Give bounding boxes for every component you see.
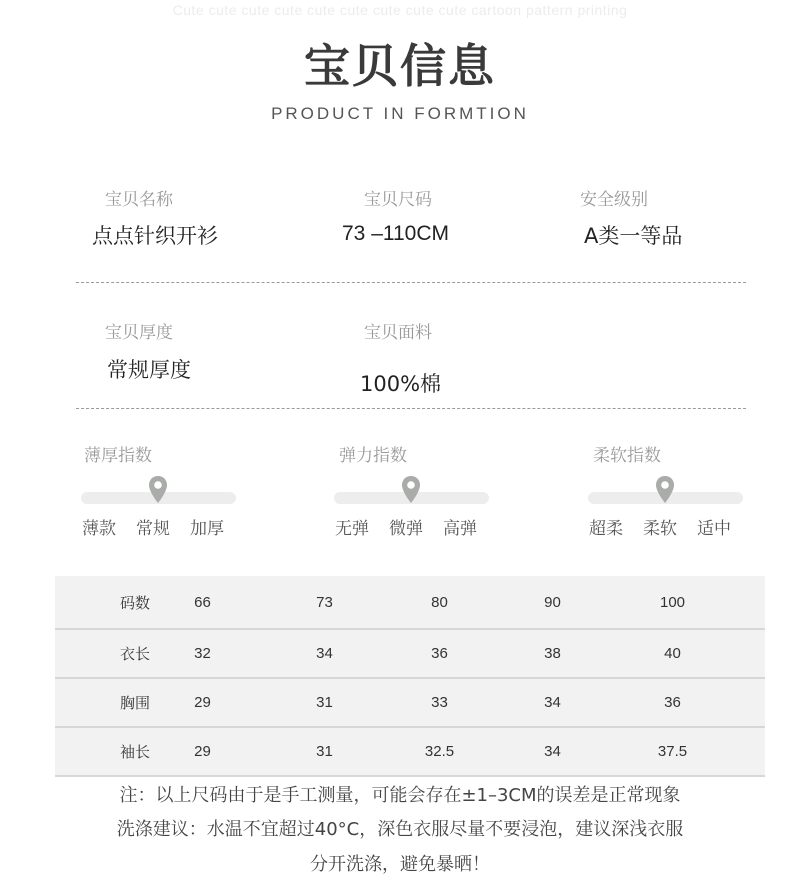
wash-note: 洗涤建议：水温不宜超过40°C，深色衣服尽量不要浸泡，建议深浅衣服: [116, 819, 684, 840]
index-option: 加厚: [190, 519, 224, 539]
location-pin-icon: [654, 475, 676, 505]
index-option-selected: 微弹: [389, 519, 423, 539]
page-title: 宝贝信息: [304, 39, 496, 93]
table-cell: 31: [316, 743, 333, 760]
info-value-thickness: 常规厚度: [107, 358, 191, 382]
table-cell: 34: [316, 645, 333, 662]
table-header-cell: 码数: [119, 594, 150, 612]
table-cell: 32: [194, 645, 211, 662]
info-value-size: 73 –110CM: [342, 222, 450, 245]
index-option: 无弹: [335, 519, 369, 539]
info-value-fabric: 100%棉: [360, 372, 442, 396]
divider: [76, 282, 746, 283]
table-cell: 36: [431, 645, 448, 662]
info-label-safety: 安全级别: [580, 190, 648, 210]
info-label-size: 宝贝尺码: [364, 190, 432, 210]
table-cell: 38: [544, 645, 561, 662]
table-header-cell: 90: [544, 593, 561, 611]
page-subtitle: PRODUCT IN FORMTION: [271, 104, 529, 123]
table-cell: 胸围: [119, 695, 150, 712]
table-cell: 31: [316, 694, 333, 711]
table-cell: 32.5: [424, 743, 455, 760]
table-row: [55, 679, 765, 728]
index-title-softness: 柔软指数: [593, 446, 661, 466]
table-cell: 33: [431, 694, 448, 711]
table-cell: 34: [544, 694, 561, 711]
info-label-thickness: 宝贝厚度: [105, 323, 173, 343]
index-option-selected: 常规: [136, 519, 170, 539]
table-cell: 40: [664, 645, 681, 662]
info-label-fabric: 宝贝面料: [364, 323, 432, 343]
info-value-name: 点点针织开衫: [92, 224, 218, 248]
index-option: 超柔: [589, 519, 623, 539]
table-cell: 29: [194, 743, 211, 760]
location-pin-icon: [147, 475, 169, 505]
size-table: [55, 576, 765, 777]
index-option: 薄款: [82, 519, 116, 539]
size-note: 注：以上尺码由于是手工测量，可能会存在±1–3CM的误差是正常现象: [119, 785, 681, 806]
table-header-cell: 80: [431, 593, 448, 611]
table-cell: 衣长: [119, 646, 150, 663]
info-value-safety: A类一等品: [584, 224, 683, 248]
table-cell: 36: [664, 694, 681, 711]
table-cell: 34: [544, 743, 561, 760]
table-cell: 37.5: [657, 743, 688, 760]
divider: [76, 408, 746, 409]
index-option-selected: 柔软: [643, 519, 677, 539]
index-title-thickness: 薄厚指数: [84, 446, 152, 466]
table-header-cell: 66: [194, 593, 211, 611]
wash-note-continued: 分开洗涤，避免暴晒！: [310, 854, 490, 875]
index-option: 高弹: [443, 519, 477, 539]
location-pin-icon: [400, 475, 422, 505]
table-cell: 袖长: [119, 744, 150, 761]
watermark-text: Cute cute cute cute cute cute cute cute cute cartoon pattern printing: [172, 2, 628, 18]
table-row: [55, 630, 765, 679]
table-row: [55, 728, 765, 777]
table-header-cell: 73: [316, 593, 333, 611]
info-label-name: 宝贝名称: [105, 190, 173, 210]
table-header-row: [55, 576, 765, 630]
table-cell: 29: [194, 694, 211, 711]
index-title-elasticity: 弹力指数: [339, 446, 407, 466]
index-option: 适中: [697, 519, 731, 539]
table-header-cell: 100: [659, 593, 686, 611]
